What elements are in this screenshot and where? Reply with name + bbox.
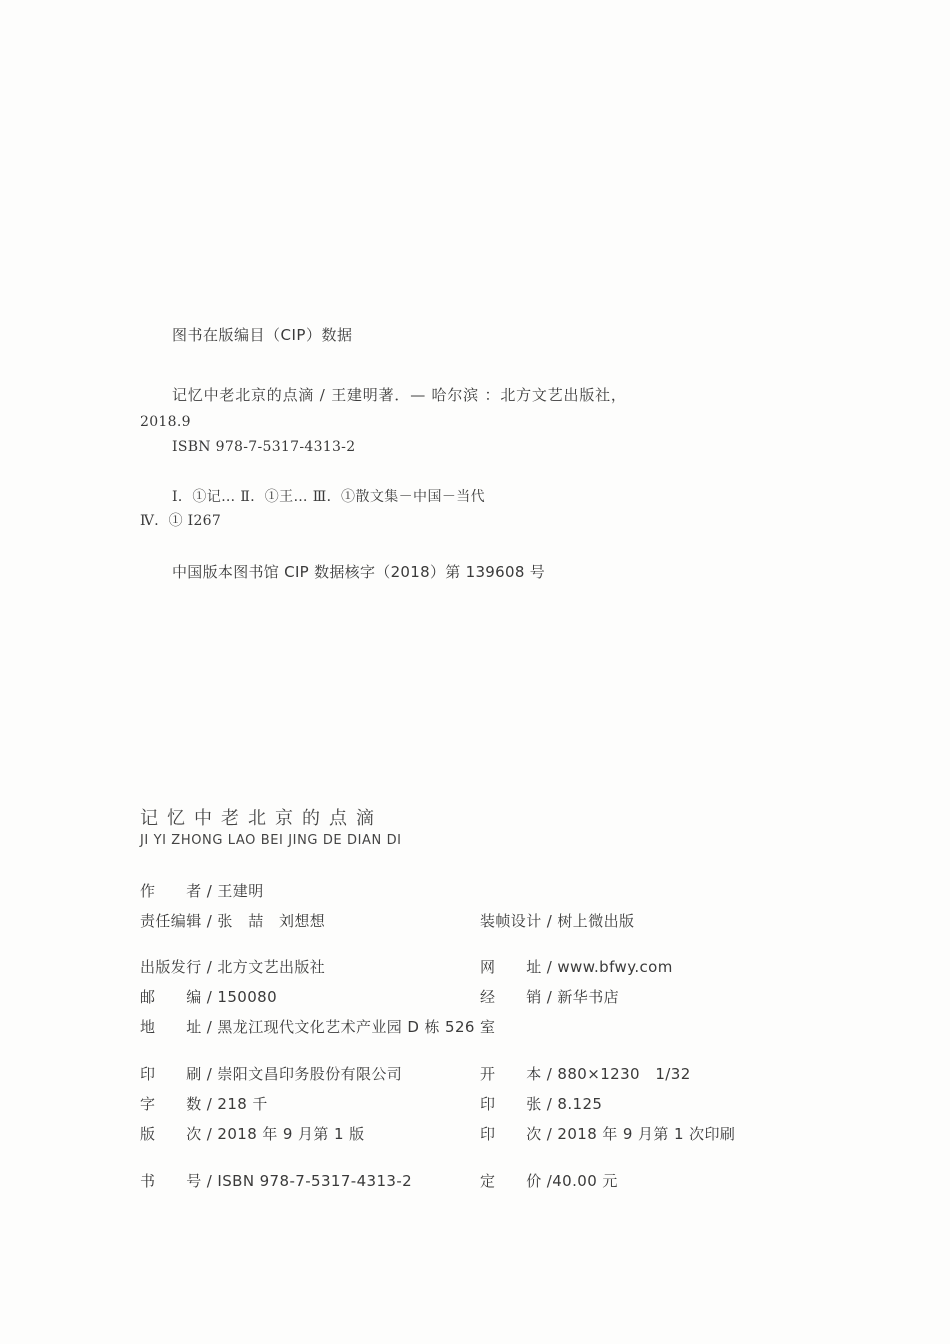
cip-description-line-2: 2018.9 [140,414,191,430]
cip-heading: 图书在版编目（CIP）数据 [172,326,353,344]
book-title-pinyin: JI YI ZHONG LAO BEI JING DE DIAN DI [140,833,402,848]
website-line: 网 址 / www.bfwy.com [480,958,673,976]
cip-isbn: ISBN 978-7-5317-4313-2 [172,439,356,455]
cip-classification-line-2: Ⅳ．① I267 [140,513,222,529]
book-title: 记忆中老北京的点滴 [140,808,383,829]
editor-line: 责任编辑 / 张 喆 刘想想 [140,912,326,930]
cip-record-number: 中国版本图书馆 CIP 数据核字（2018）第 139608 号 [172,563,546,581]
printer-line: 印 刷 / 崇阳文昌印务股份有限公司 [140,1065,403,1083]
cip-classification-line-1: Ⅰ．①记… Ⅱ．①王… Ⅲ．①散文集－中国－当代 [172,489,486,505]
price-line: 定 价 /40.00 元 [480,1172,618,1190]
sheets-line: 印 张 / 8.125 [480,1095,603,1113]
edition-line: 版 次 / 2018 年 9 月第 1 版 [140,1125,365,1143]
cip-description-line-1: 记忆中老北京的点滴 / 王建明著．— 哈尔滨 ：北方文艺出版社， [172,386,627,404]
address-line: 地 址 / 黑龙江现代文化艺术产业园 D 栋 526 室 [140,1018,496,1036]
publisher-line: 出版发行 / 北方文艺出版社 [140,958,326,976]
distributor-line: 经 销 / 新华书店 [480,988,619,1006]
postcode-line: 邮 编 / 150080 [140,988,278,1006]
author-line: 作 者 / 王建明 [140,882,264,900]
word-count-line: 字 数 / 218 千 [140,1095,268,1113]
isbn-line: 书 号 / ISBN 978-7-5317-4313-2 [140,1172,413,1190]
impression-line: 印 次 / 2018 年 9 月第 1 次印刷 [480,1125,736,1143]
designer-line: 装帧设计 / 树上微出版 [480,912,635,930]
format-line: 开 本 / 880×1230 1/32 [480,1065,691,1083]
